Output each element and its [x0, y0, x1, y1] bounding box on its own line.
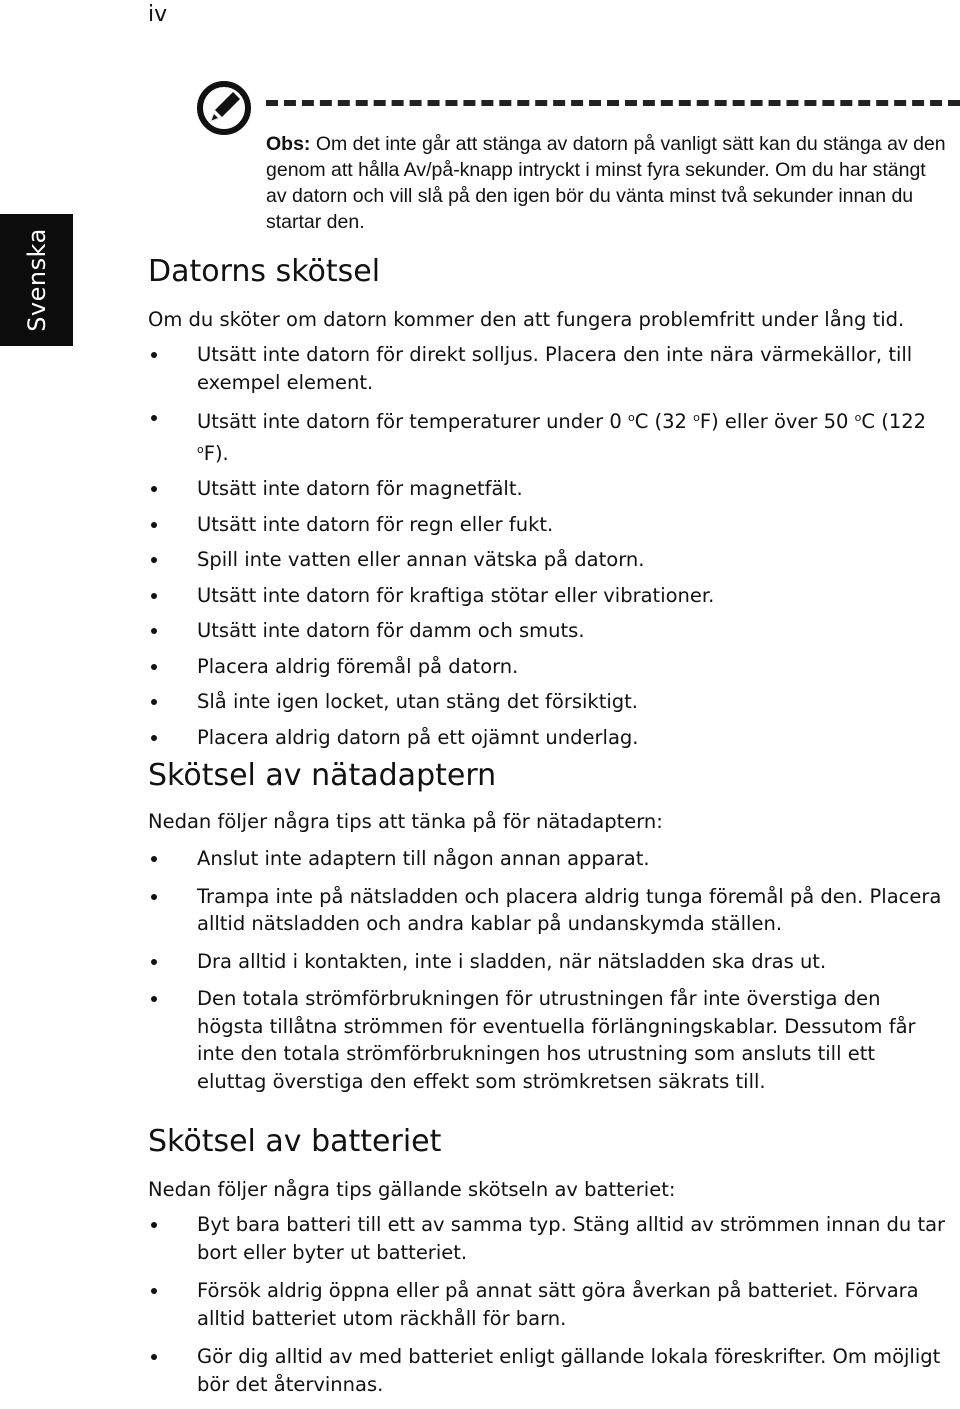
bullet-list-adapter — [148, 845, 948, 1105]
list-item: Spill inte vatten eller annan vätska på datorn. — [148, 546, 948, 574]
list-item: Slå inte igen locket, utan stäng det försiktigt. — [148, 688, 948, 716]
bullet-list-battery — [148, 1211, 948, 1409]
list-item: Byt bara batteri till ett av samma typ. Stäng alltid av strömmen innan du tar bort eller byter ut batteriet. — [148, 1211, 948, 1266]
side-tab-label: Svenska — [22, 228, 51, 332]
list-item: Gör dig alltid av med batteriet enligt gällande lokala föreskrifter. Om möjligt bör det återvinnas. — [148, 1343, 948, 1398]
list-item: Utsätt inte datorn för magnetfält. — [148, 475, 948, 503]
list-item: Utsätt inte datorn för direkt solljus. Placera den inte nära värmekällor, till exempel element. — [148, 341, 948, 396]
language-side-tab — [0, 214, 73, 346]
section-lead-care: Om du sköter om datorn kommer den att fungera problemfritt under lång tid. — [148, 308, 905, 331]
list-item: Försök aldrig öppna eller på annat sätt göra åverkan på batteriet. Förvara alltid batteriet utom räckhåll för barn. — [148, 1277, 948, 1332]
page-number: iv — [148, 2, 168, 27]
section-title-battery: Skötsel av batteriet — [148, 1124, 442, 1159]
list-item: Utsätt inte datorn för kraftiga stötar eller vibrationer. — [148, 582, 948, 610]
list-item: Utsätt inte datorn för temperaturer under 0 $^o$C (32 $^o$F) eller över 50 $^o$C (122 $^o$F). — [148, 404, 948, 467]
note-divider — [266, 100, 960, 106]
section-lead-adapter: Nedan följer några tips att tänka på för nätadaptern: — [148, 810, 663, 833]
list-item: Placera aldrig föremål på datorn. — [148, 653, 948, 681]
section-title-care: Datorns skötsel — [148, 254, 381, 289]
bullet-list-care — [148, 341, 948, 759]
section-lead-battery: Nedan följer några tips gällande skötseln av batteriet: — [148, 1178, 676, 1201]
note-label: Obs: — [266, 133, 311, 155]
list-item: Dra alltid i kontakten, inte i sladden, när nätsladden ska dras ut. — [148, 948, 948, 976]
note-paragraph — [266, 131, 946, 235]
list-item: Trampa inte på nätsladden och placera aldrig tunga föremål på den. Placera alltid nätsladden och andra kablar på undanskymda ställen. — [148, 883, 948, 938]
note-body: Om det inte går att stänga av datorn på vanligt sätt kan du stänga av den genom att hålla Av/på-knapp intryckt i minst fyra sekunder. Om du har stängt av datorn och vill slå på den igen bör du vänta minst två sekunder innan du startar den. — [266, 133, 946, 233]
section-title-adapter: Skötsel av nätadaptern — [148, 758, 497, 793]
list-item: Utsätt inte datorn för damm och smuts. — [148, 617, 948, 645]
list-item: Den totala strömförbrukningen för utrustningen får inte överstiga den högsta tillåtna strömmen för eventuella förlängningskablar. Dessutom får inte den totala strömförbrukningen hos utrustning som ansluts till ett eluttag överstiga den effekt som strömkretsen säkrats till. — [148, 985, 948, 1095]
list-item: Placera aldrig datorn på ett ojämnt underlag. — [148, 724, 948, 752]
list-item: Utsätt inte datorn för regn eller fukt. — [148, 511, 948, 539]
note-pencil-icon — [196, 80, 252, 136]
list-item: Anslut inte adaptern till någon annan apparat. — [148, 845, 948, 873]
